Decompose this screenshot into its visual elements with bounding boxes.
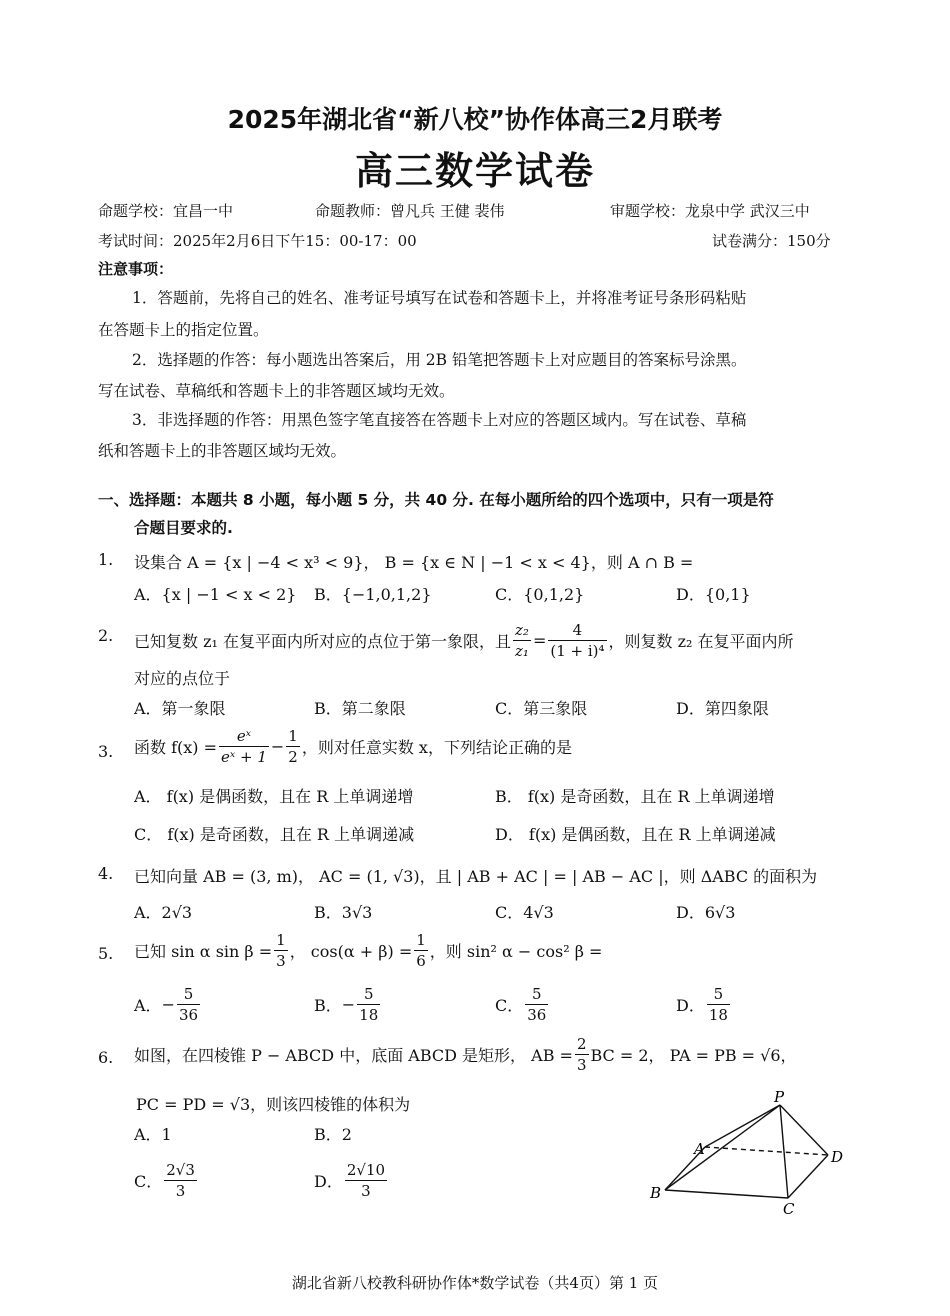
q2-stem-a: 已知复数 z₁ 在复平面内所对应的点位于第一象限，且: [134, 632, 512, 651]
q5-option-d-label: D．: [676, 996, 705, 1015]
q6-stem-c: PC = PD = √3，则该四棱锥的体积为: [136, 1095, 411, 1114]
q5-option-b-frac: [357, 984, 380, 1025]
edge-AD-hidden: [705, 1147, 828, 1155]
q4-number: 4.: [98, 864, 114, 883]
q5-option-d-num: 5: [707, 984, 730, 1005]
q6-frac: [575, 1034, 589, 1075]
q5-option-c-frac: [525, 984, 548, 1025]
q3-option-d: D． f(x) 是偶函数，且在 R 上单调递减: [495, 825, 776, 844]
q6-option-d-frac: [345, 1160, 387, 1201]
q6-option-c-den: 3: [175, 1182, 186, 1200]
q5-option-a-frac: [177, 984, 200, 1025]
q5-option-d-frac: [707, 984, 730, 1025]
q5-option-c-den: 36: [527, 1006, 547, 1024]
edge-PA: [705, 1105, 780, 1147]
q6-number: 6.: [98, 1048, 114, 1067]
q1-option-a: A．{x | −1 < x < 2}: [134, 585, 297, 604]
q3-minus: −: [270, 737, 285, 756]
q5-frac-1-den: 3: [276, 952, 286, 970]
full-score: 试卷满分：150分: [712, 232, 831, 250]
q3-stem: [134, 726, 572, 767]
q5-option-b-num: 5: [357, 984, 380, 1005]
q4-option-b: B．3√3: [314, 903, 373, 922]
q4-option-d: D．6√3: [676, 903, 736, 922]
q5-option-c-num: 5: [525, 984, 548, 1005]
q5-frac-1: [274, 930, 288, 971]
q5-stem-a: 已知 sin α sin β =: [134, 942, 273, 961]
q2-stem: [134, 620, 794, 661]
q5-option-b-label: B．: [314, 996, 342, 1015]
proposer-teachers: 命题教师：曾凡兵 王健 裴伟: [315, 202, 505, 220]
q3-main-den: eˣ + 1: [221, 748, 267, 766]
q6-frac-den: 3: [576, 1056, 587, 1074]
edge-PB: [665, 1105, 780, 1190]
q6-option-d: [314, 1160, 389, 1201]
q3-half-fraction: [286, 726, 300, 767]
notice-heading: 注意事项：: [98, 260, 174, 278]
q3-option-b: B． f(x) 是奇函数，且在 R 上单调递增: [495, 787, 775, 806]
q2-ratio-num: z₂: [515, 621, 529, 639]
q4-option-c: C．4√3: [495, 903, 554, 922]
q2-stem-c: 对应的点位于: [134, 669, 231, 688]
q5-option-b-sign: −: [341, 995, 356, 1014]
q6-option-a: A．1: [134, 1125, 172, 1144]
q5-option-b: [314, 984, 382, 1025]
q2-ratio-den: z₁: [515, 642, 529, 660]
q5-option-a: [134, 984, 202, 1025]
notice-item-3b: 纸和答题卡上的非答题区域均无效。: [98, 442, 347, 460]
label-P: P: [774, 1090, 785, 1106]
q3-stem-a: 函数 f(x) =: [134, 738, 218, 757]
notice-item-2a: 2．选择题的作答：每小题选出答案后，用 2B 铅笔把答题卡上对应题目的答案标号涂黑。: [132, 351, 747, 369]
reviewer-schools: 审题学校：龙泉中学 武汉三中: [610, 202, 810, 220]
q5-option-d: [676, 984, 732, 1025]
q5-option-a-den: 36: [178, 1006, 199, 1024]
q2-value-den: (1 + i)⁴: [550, 642, 605, 660]
q2-ratio-fraction: [513, 620, 531, 661]
q6-option-c-num: 2√3: [166, 1161, 195, 1179]
paper-title: 高三数学试卷: [354, 149, 595, 193]
edge-CD: [788, 1155, 828, 1198]
label-B: B: [650, 1184, 662, 1202]
q6-option-b: B．2: [314, 1125, 352, 1144]
q3-stem-b: ，则对任意实数 x，下列结论正确的是: [301, 738, 572, 757]
q6-option-c: [134, 1160, 199, 1201]
q6-option-d-label: D．: [314, 1172, 343, 1191]
edge-BC: [665, 1190, 788, 1198]
q5-option-b-den: 18: [359, 1006, 379, 1024]
q5-number: 5.: [98, 944, 114, 963]
q2-number: 2.: [98, 626, 114, 645]
label-C: C: [783, 1200, 795, 1215]
pyramid-figure: [640, 1090, 860, 1215]
q6-option-d-den: 3: [361, 1182, 371, 1200]
q6-stem-a: 如图，在四棱锥 P − ABCD 中，底面 ABCD 是矩形， AB =: [134, 1046, 573, 1065]
edge-PD: [780, 1105, 828, 1155]
q3-number: 3.: [98, 742, 114, 761]
q6-option-c-label: C．: [134, 1172, 163, 1191]
notice-item-2b: 写在试卷、草稿纸和答题卡上的非答题区域均无效。: [98, 382, 455, 400]
q5-stem-b: ， cos(α + β) =: [289, 942, 413, 961]
notice-item-3a: 3．非选择题的作答：用黑色签字笔直接答在答题卡上对应的答题区域内。写在试卷、草稿: [132, 411, 747, 429]
q2-value-num: 4: [548, 620, 606, 641]
q5-option-c-label: C．: [495, 996, 524, 1015]
q1-option-d: D．{0,1}: [676, 585, 751, 604]
q3-main-num: eˣ: [219, 726, 269, 747]
q5-frac-2-num: 1: [416, 931, 426, 949]
q5-option-a-num: 5: [177, 984, 200, 1005]
q2-equals: =: [532, 631, 547, 650]
q5-frac-1-num: 1: [276, 931, 286, 949]
q6-stem: [134, 1034, 797, 1075]
q5-stem: [134, 930, 602, 971]
notice-item-1a: 1．答题前，先将自己的姓名、准考证号填写在试卷和答题卡上，并将准考证号条形码粘贴: [132, 289, 747, 307]
q4-option-a: A．2√3: [134, 903, 193, 922]
section-heading-1: 一、选择题：本题共 8 小题，每小题 5 分，共 40 分. 在每小题所给的四个选项中，只有一项是符: [98, 491, 774, 509]
q5-option-c: [495, 984, 550, 1025]
q5-stem-c: ，则 sin² α − cos² β =: [429, 942, 603, 961]
q1-option-c: C．{0,1,2}: [495, 585, 585, 604]
q2-stem-b: ，则复数 z₂ 在复平面内所: [608, 632, 794, 651]
q3-option-a: A． f(x) 是偶函数，且在 R 上单调递增: [134, 787, 414, 806]
notice-item-1b: 在答题卡上的指定位置。: [98, 321, 269, 339]
q5-option-a-sign: −: [161, 995, 175, 1014]
q2-option-a: A．第一象限: [134, 699, 226, 718]
q6-frac-num: 2: [576, 1035, 587, 1053]
q1-stem: 设集合 A = {x | −4 < x³ < 9}， B = {x ∈ N | −1 < x < 4}，则 A ∩ B =: [134, 553, 694, 572]
label-D: D: [831, 1148, 844, 1166]
q1-number: 1.: [98, 550, 114, 569]
q2-option-b: B．第二象限: [314, 699, 406, 718]
q6-stem-b: BC = 2， PA = PB = √6，: [590, 1046, 797, 1065]
q3-main-fraction: [219, 726, 269, 767]
proposer-school: 命题学校：宜昌一中: [98, 202, 234, 220]
q2-option-c: C．第三象限: [495, 699, 588, 718]
q3-half-den: 2: [288, 748, 298, 766]
exam-time: 考试时间：2025年2月6日下午15：00-17：00: [98, 232, 417, 250]
q6-option-c-frac: [164, 1160, 197, 1201]
label-A: A: [694, 1140, 705, 1158]
q5-option-d-den: 18: [708, 1006, 728, 1024]
exam-title: 2025年湖北省“新八校”协作体高三2月联考: [227, 105, 723, 134]
q6-option-d-num: 2√10: [346, 1161, 386, 1179]
page-footer: 湖北省新八校教科研协作体*数学试卷（共4页）第 1 页: [291, 1274, 659, 1292]
section-heading-2: 合题目要求的.: [134, 519, 233, 537]
q2-value-fraction: [548, 620, 606, 661]
q5-frac-2-den: 6: [416, 952, 426, 970]
q5-option-a-label: A．: [134, 996, 162, 1015]
q3-half-num: 1: [288, 727, 298, 745]
q1-option-b: B．{−1,0,1,2}: [314, 585, 432, 604]
q2-option-d: D．第四象限: [676, 699, 769, 718]
q3-option-c: C． f(x) 是奇函数，且在 R 上单调递减: [134, 825, 415, 844]
q5-frac-2: [414, 930, 428, 971]
q4-stem: 已知向量 AB = (3, m)， AC = (1, √3)，且 | AB + AC | = | AB − AC |，则 ΔABC 的面积为: [134, 867, 818, 886]
